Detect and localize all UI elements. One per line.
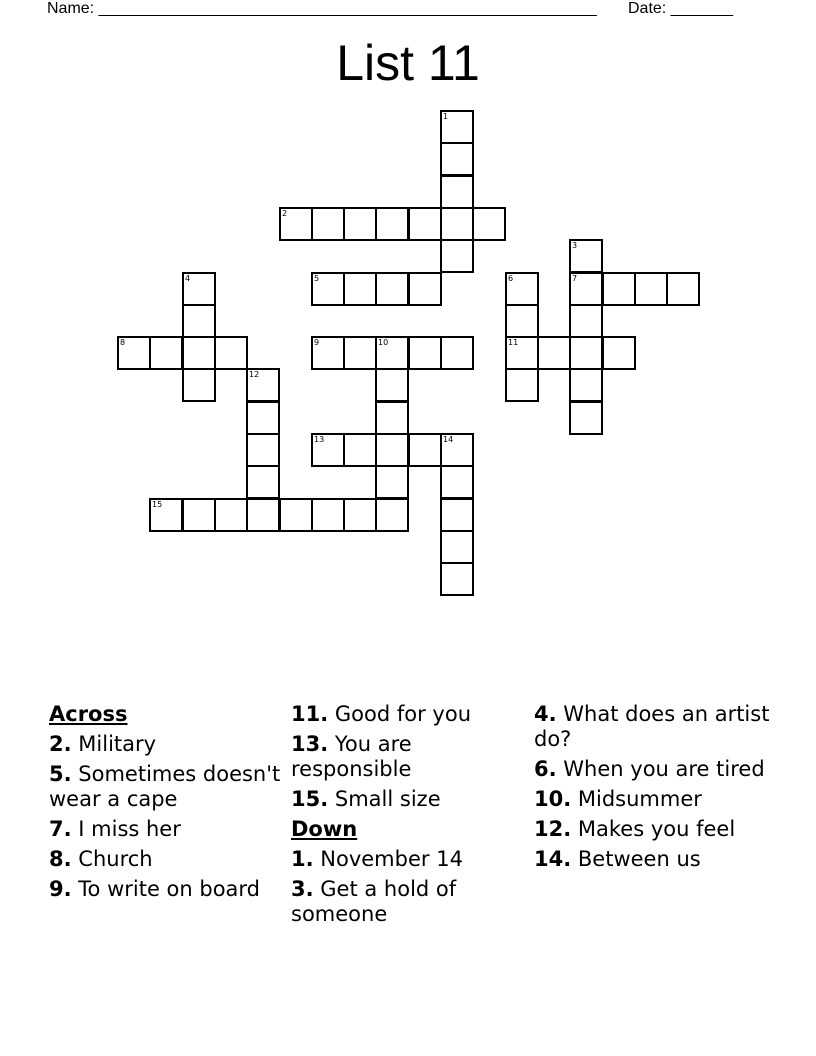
grid-cell[interactable] <box>505 368 539 402</box>
clue-text: What does an artist do? <box>534 702 770 751</box>
clue-text: Makes you feel <box>577 817 736 841</box>
clue-text: Small size <box>334 787 441 811</box>
grid-cell[interactable] <box>117 336 151 370</box>
name-field[interactable]: Name: ________________________________________________________ <box>47 0 597 17</box>
grid-cell[interactable] <box>343 207 377 241</box>
grid-cell[interactable] <box>440 239 474 273</box>
grid-cell[interactable] <box>440 498 474 532</box>
cell-number: 13 <box>314 435 325 444</box>
clue-across-9 <box>49 877 289 902</box>
date-field[interactable]: Date: _______ <box>628 0 733 17</box>
clue-number: 12. <box>534 817 572 841</box>
clue-across-2 <box>49 732 289 757</box>
cell-number: 6 <box>508 274 514 283</box>
grid-cell[interactable] <box>569 401 603 435</box>
clue-text: Midsummer <box>577 787 702 811</box>
clue-text: To write on board <box>78 877 261 901</box>
grid-cell[interactable] <box>569 368 603 402</box>
grid-cell[interactable] <box>440 142 474 176</box>
clue-number: 7. <box>49 817 72 841</box>
grid-cell[interactable] <box>634 272 668 306</box>
cell-number: 9 <box>314 338 320 347</box>
grid-cell[interactable] <box>440 530 474 564</box>
grid-cell[interactable] <box>375 368 409 402</box>
clue-down-3 <box>291 877 531 927</box>
clue-down-14 <box>534 847 774 872</box>
grid-cell[interactable] <box>311 272 345 306</box>
grid-cell[interactable] <box>375 336 409 370</box>
grid-cell[interactable] <box>440 207 474 241</box>
grid-cell[interactable] <box>505 272 539 306</box>
grid-cell[interactable] <box>182 272 216 306</box>
clue-down-4 <box>534 702 774 752</box>
grid-cell[interactable] <box>311 207 345 241</box>
grid-cell[interactable] <box>440 336 474 370</box>
clue-down-12 <box>534 817 774 842</box>
grid-cell[interactable] <box>311 336 345 370</box>
clue-number: 10. <box>534 787 572 811</box>
clue-down-6 <box>534 757 774 782</box>
clue-text: Church <box>78 847 153 871</box>
clue-number: 8. <box>49 847 72 871</box>
grid-cell[interactable] <box>408 336 442 370</box>
clue-column-1 <box>49 702 289 907</box>
clue-across-5 <box>49 762 289 812</box>
clue-number: 13. <box>291 732 329 756</box>
grid-cell[interactable] <box>602 336 636 370</box>
clue-number: 6. <box>534 757 557 781</box>
clue-across-13 <box>291 732 531 782</box>
cell-number: 8 <box>120 338 126 347</box>
grid-cell[interactable] <box>149 336 183 370</box>
grid-cell[interactable] <box>569 336 603 370</box>
clue-number: 9. <box>49 877 72 901</box>
grid-cell[interactable] <box>537 336 571 370</box>
grid-cell[interactable] <box>440 465 474 499</box>
grid-cell[interactable] <box>279 207 313 241</box>
grid-cell[interactable] <box>246 498 280 532</box>
grid-cell[interactable] <box>375 498 409 532</box>
clue-column-2 <box>291 702 531 932</box>
clue-down-10 <box>534 787 774 812</box>
cell-number: 7 <box>572 274 578 283</box>
page-title: List 11 <box>336 35 480 91</box>
cell-number: 5 <box>314 274 320 283</box>
cell-number: 14 <box>443 435 454 444</box>
cell-number: 2 <box>282 209 288 218</box>
grid-cell[interactable] <box>375 272 409 306</box>
grid-cell[interactable] <box>343 498 377 532</box>
clue-number: 15. <box>291 787 329 811</box>
clue-number: 3. <box>291 877 314 901</box>
grid-cell[interactable] <box>279 498 313 532</box>
clue-number: 4. <box>534 702 557 726</box>
cell-number: 10 <box>378 338 389 347</box>
grid-cell[interactable] <box>602 272 636 306</box>
clue-text: You are responsible <box>291 732 412 781</box>
grid-cell[interactable] <box>440 433 474 467</box>
clue-number: 14. <box>534 847 572 871</box>
grid-cell[interactable] <box>375 465 409 499</box>
grid-cell[interactable] <box>246 433 280 467</box>
grid-cell[interactable] <box>149 498 183 532</box>
grid-cell[interactable] <box>569 304 603 338</box>
grid-cell[interactable] <box>343 336 377 370</box>
clue-text: I miss her <box>78 817 181 841</box>
clue-text: Good for you <box>334 702 472 726</box>
grid-cell[interactable] <box>214 498 248 532</box>
grid-cell[interactable] <box>182 368 216 402</box>
clue-across-8 <box>49 847 289 872</box>
grid-cell[interactable] <box>182 336 216 370</box>
cell-number: 1 <box>443 112 449 121</box>
clue-number: 5. <box>49 762 72 786</box>
clue-across-11 <box>291 702 531 727</box>
clue-text: Military <box>78 732 157 756</box>
clue-number: 11. <box>291 702 329 726</box>
grid-cell[interactable] <box>472 207 506 241</box>
grid-cell[interactable] <box>666 272 700 306</box>
clue-text: Sometimes doesn't wear a cape <box>49 762 281 811</box>
grid-cell[interactable] <box>375 207 409 241</box>
clue-across-15 <box>291 787 531 812</box>
across-heading: Across <box>49 702 128 726</box>
grid-cell[interactable] <box>375 433 409 467</box>
grid-cell[interactable] <box>375 401 409 435</box>
grid-cell[interactable] <box>311 498 345 532</box>
grid-cell[interactable] <box>408 433 442 467</box>
clue-text: Between us <box>577 847 701 871</box>
grid-cell[interactable] <box>440 175 474 209</box>
grid-cell[interactable] <box>569 239 603 273</box>
clue-text: Get a hold of someone <box>291 877 457 926</box>
grid-cell[interactable] <box>505 304 539 338</box>
grid-cell[interactable] <box>246 465 280 499</box>
grid-cell[interactable] <box>182 304 216 338</box>
clue-column-3 <box>534 702 774 877</box>
grid-cell[interactable] <box>569 272 603 306</box>
grid-cell[interactable] <box>408 272 442 306</box>
clue-text: When you are tired <box>563 757 765 781</box>
cell-number: 15 <box>152 500 163 509</box>
grid-cell[interactable] <box>440 562 474 596</box>
grid-cell[interactable] <box>246 401 280 435</box>
cell-number: 11 <box>508 338 519 347</box>
grid-cell[interactable] <box>311 433 345 467</box>
clue-across-7 <box>49 817 289 842</box>
grid-cell[interactable] <box>246 368 280 402</box>
clue-number: 2. <box>49 732 72 756</box>
cell-number: 4 <box>185 274 191 283</box>
grid-cell[interactable] <box>343 433 377 467</box>
grid-cell[interactable] <box>505 336 539 370</box>
cell-number: 3 <box>572 241 578 250</box>
down-heading: Down <box>291 817 358 841</box>
grid-cell[interactable] <box>343 272 377 306</box>
clue-text: November 14 <box>320 847 463 871</box>
cell-number: 12 <box>249 370 260 379</box>
grid-cell[interactable] <box>182 498 216 532</box>
clue-down-1 <box>291 847 531 872</box>
grid-cell[interactable] <box>440 110 474 144</box>
clue-number: 1. <box>291 847 314 871</box>
grid-cell[interactable] <box>214 336 248 370</box>
grid-cell[interactable] <box>408 207 442 241</box>
